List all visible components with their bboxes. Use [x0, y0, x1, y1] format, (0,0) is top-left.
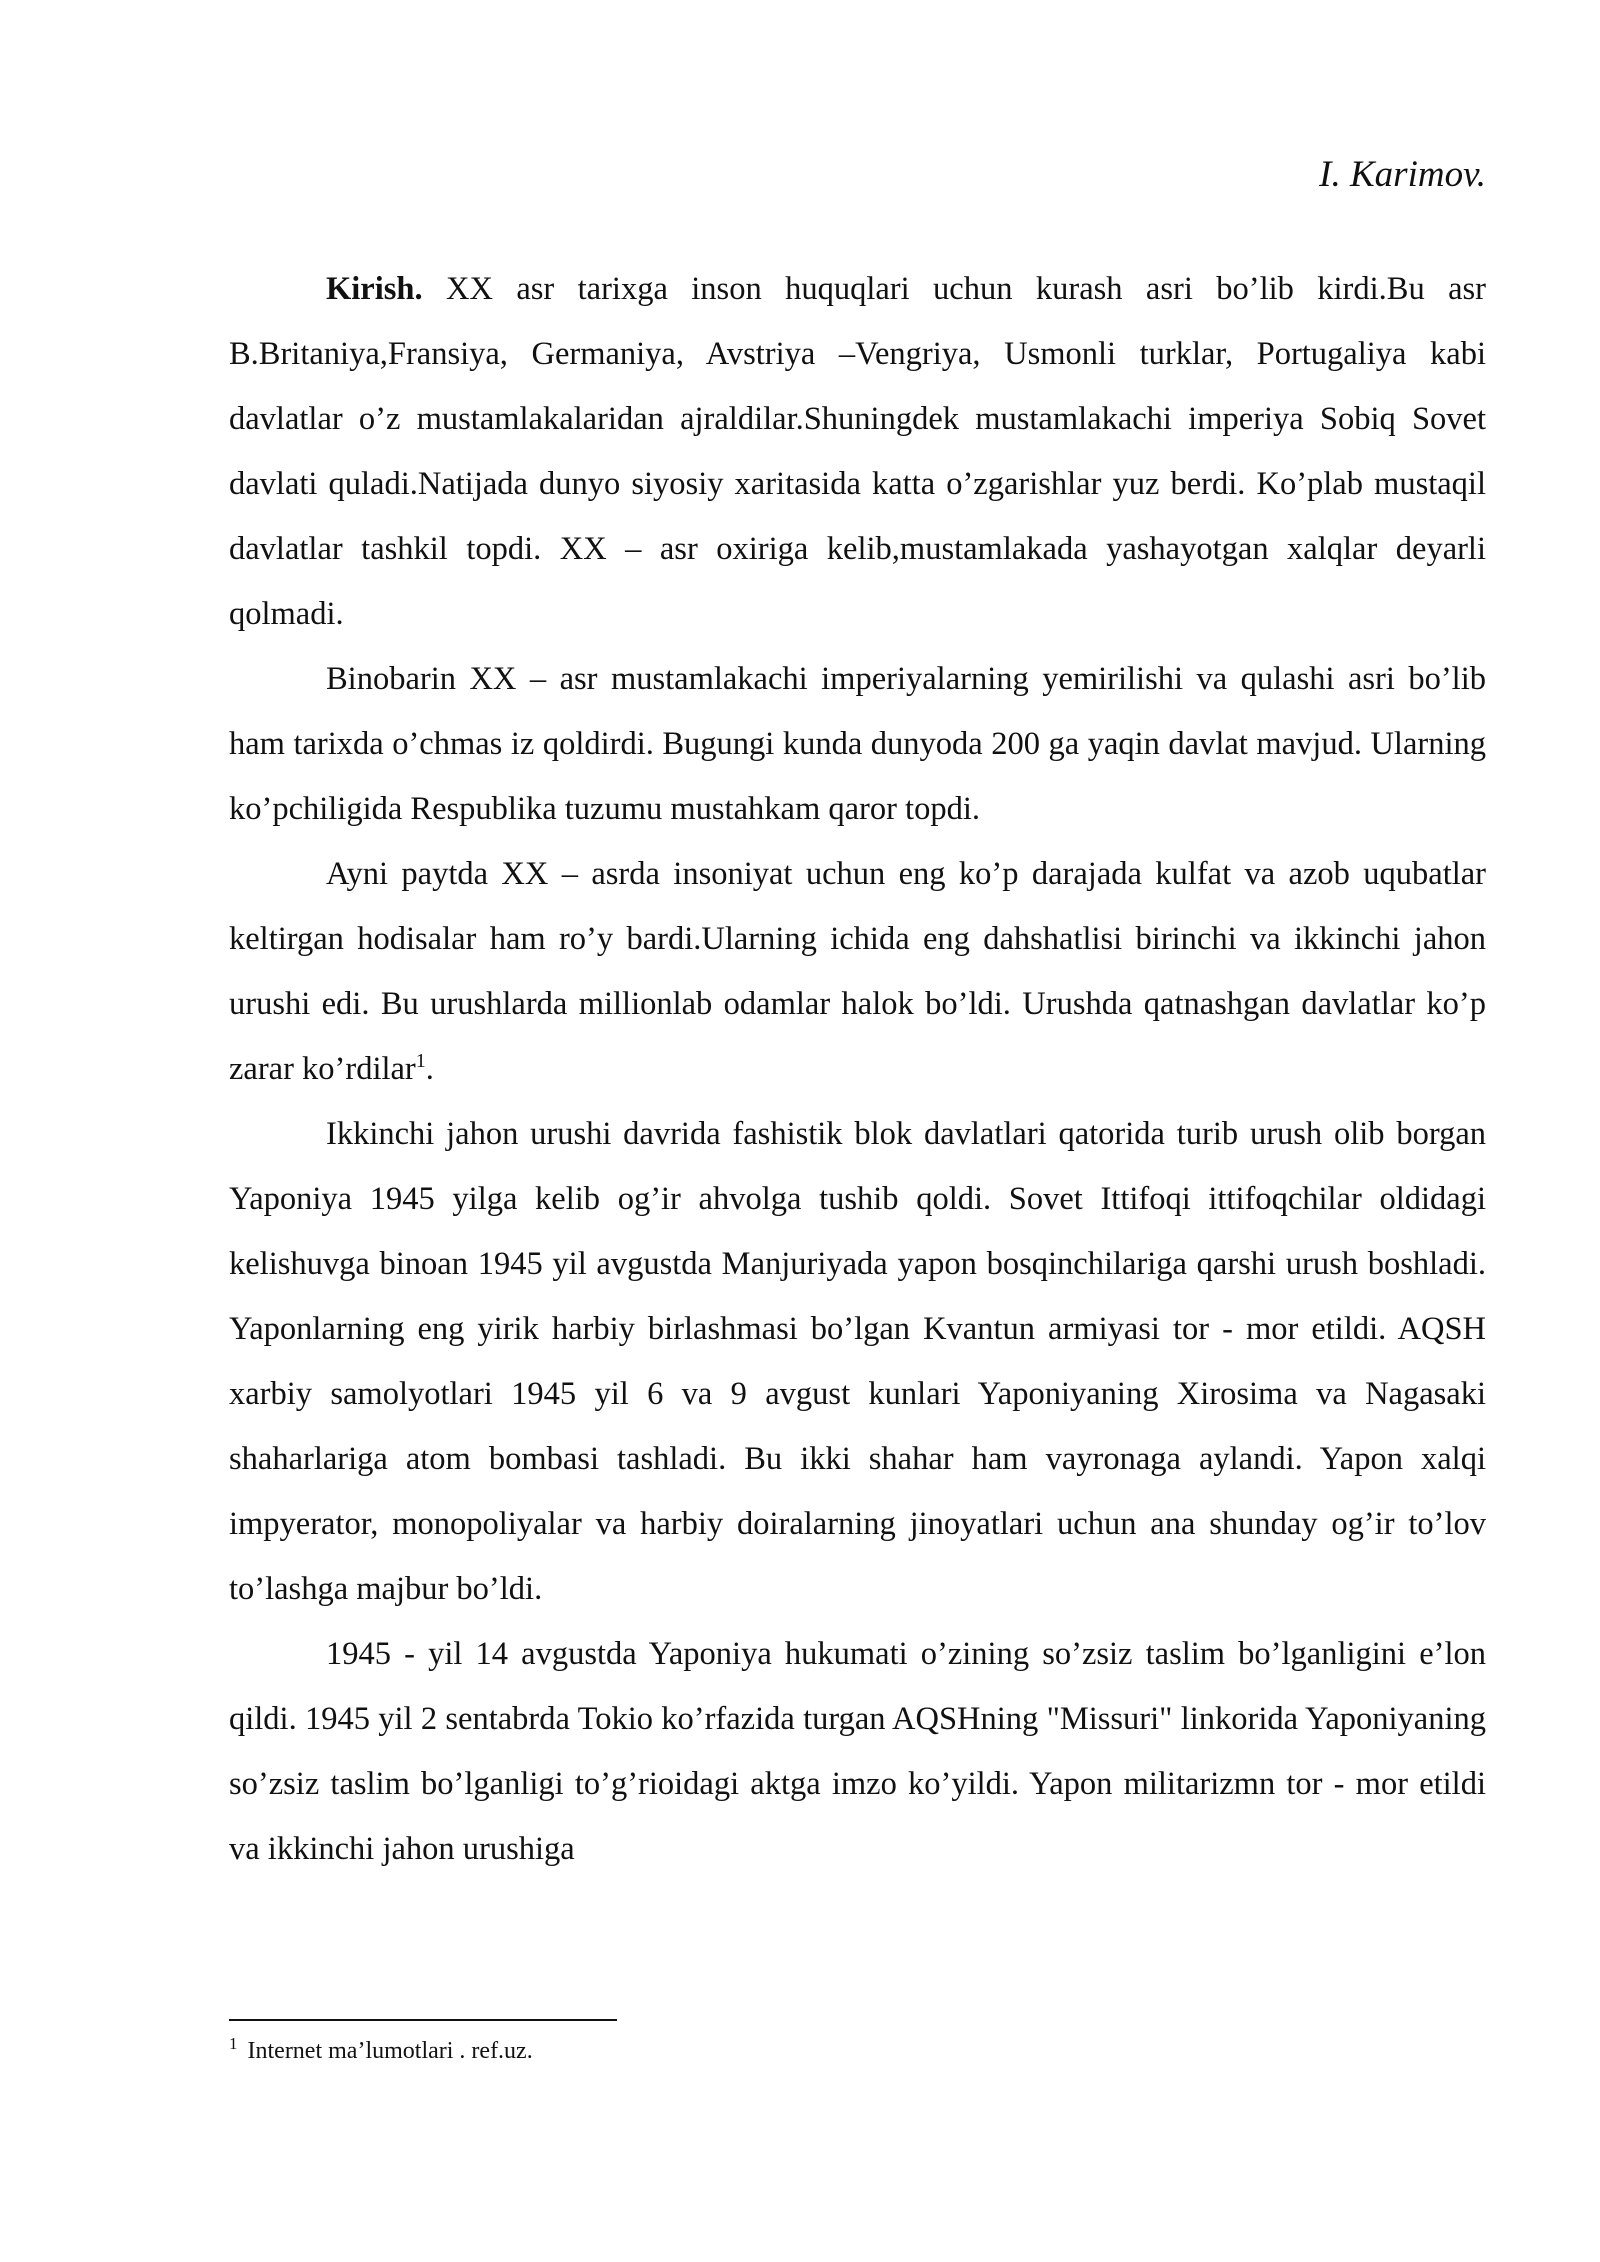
intro-heading: Kirish.: [326, 271, 423, 307]
paragraph-text: XX asr tarixga inson huquqlari uchun kurash asri bo’lib kirdi.Bu asr B.Britaniya,Fransiya, Germaniya, Avstriya –Vengriya, Usmonli turklar, Portugaliya kabi davlatlar o’z mustamlakalaridan ajraldilar.Shuningdek mustamlakachi imperiya Sobiq Sovet davlati quladi.Natijada dunyo siyosiy xaritasida katta o’zgarishlar yuz berdi. Ko’plab mustaqil davlatlar tashkil topdi. XX – asr oxiriga kelib,mustamlakada yashayotgan xalqlar deyarli qolmadi.: [229, 271, 1486, 632]
footnote-separator: [229, 2019, 617, 2021]
footnote: [229, 2034, 533, 2068]
author-attribution: I. Karimov.: [1319, 154, 1486, 195]
paragraph-tail: .: [425, 1051, 434, 1087]
paragraph-text: 1945 - yil 14 avgustda Yaponiya hukumati o’zining so’zsiz taslim bo’lganligini e’lon qildi. 1945 yil 2 sentabrda Tokio ko’rfazida turgan AQSHning "Missuri" linkorida Yaponiyaning so’zsiz taslim bo’lganligi to’g’rioidagi aktga imzo ko’yildi. Yapon militarizmn tor - mor etildi va ikkinchi jahon urushiga: [229, 1636, 1486, 1867]
footnote-reference[interactable]: 1: [415, 1050, 426, 1073]
document-page: [229, 150, 1486, 1882]
paragraph-3: [229, 842, 1486, 1102]
paragraph-text: Ikkinchi jahon urushi davrida fashistik blok davlatlari qatorida turib urush olib borgan Yaponiya 1945 yilga kelib og’ir ahvolga tushib qoldi. Sovet Ittifoqi ittifoqchilar oldidagi kelishuvga binoan 1945 yil avgustda Manjuriyada yapon bosqinchilariga qarshi urush boshladi. Yaponlarning eng yirik harbiy birlashmasi bo’lgan Kvantun armiyasi tor - mor etildi. AQSH xarbiy samolyotlari 1945 yil 6 va 9 avgust kunlari Yaponiyaning Xirosima va Nagasaki shaharlariga atom bombasi tashladi. Bu ikki shahar ham vayronaga aylandi. Yapon xalqi impyerator, monopoliyalar va harbiy doiralarning jinoyatlari uchun ana shunday og’ir to’lov to’lashga majbur bo’ldi.: [229, 1116, 1486, 1607]
paragraph-text: Ayni paytda XX – asrda insoniyat uchun eng ko’p darajada kulfat va azob uqubatlar keltirgan hodisalar ham ro’y bardi.Ularning ichida eng dahshatlisi birinchi va ikkinchi jahon urushi edi. Bu urushlarda millionlab odamlar halok bo’ldi. Urushda qatnashgan davlatlar ko’p zarar ko’rdilar: [229, 856, 1486, 1087]
footnote-mark: 1: [229, 2034, 238, 2053]
paragraph-4: [229, 1102, 1486, 1622]
paragraph-2: [229, 647, 1486, 842]
paragraph-intro: [229, 257, 1486, 647]
paragraph-text: Binobarin XX – asr mustamlakachi imperiyalarning yemirilishi va qulashi asri bo’lib ham tarixda o’chmas iz qoldirdi. Bugungi kunda dunyoda 200 ga yaqin davlat mavjud. Ularning ko’pchiligida Respublika tuzumu mustahkam qaror topdi.: [229, 661, 1486, 827]
paragraph-5: [229, 1622, 1486, 1882]
footnote-text: Internet ma’lumotlari . ref.uz.: [241, 2038, 533, 2064]
